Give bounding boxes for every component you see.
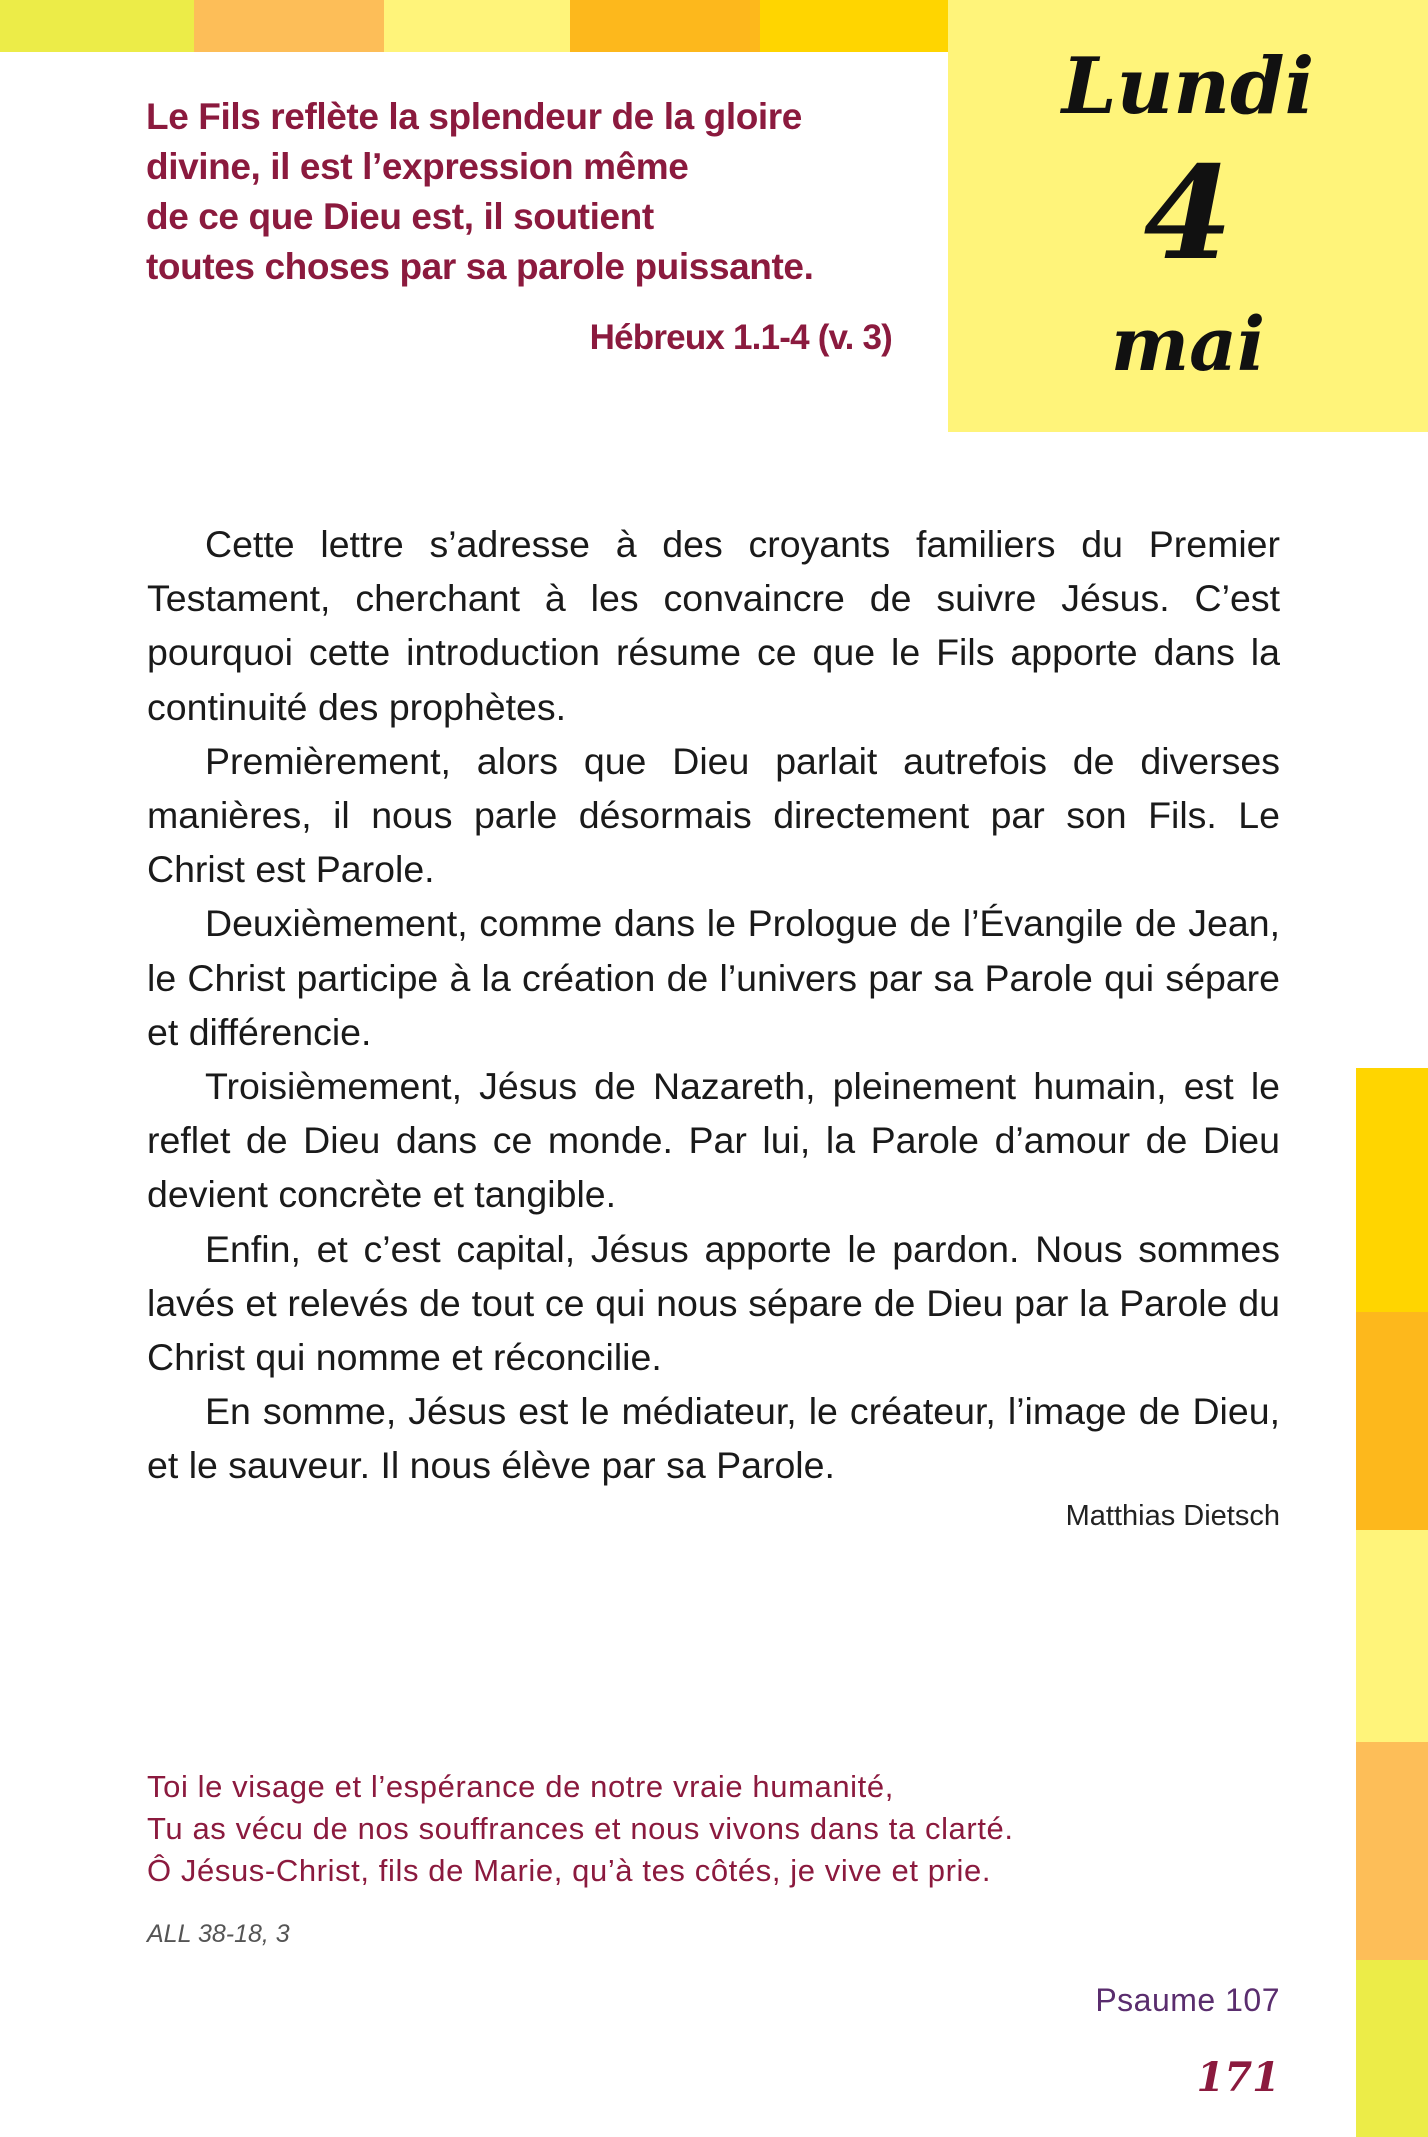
top-color-strip: [0, 0, 948, 52]
side-strip-segment: [1356, 1530, 1428, 1742]
verse-line: de ce que Dieu est, il soutient: [146, 196, 654, 237]
top-strip-segment: [384, 0, 570, 52]
top-strip-segment: [570, 0, 760, 52]
bible-verse: [146, 92, 916, 292]
top-strip-segment: [0, 0, 194, 52]
side-color-strip: [1356, 1068, 1428, 2137]
verse-line: divine, il est l’expression même: [146, 146, 689, 187]
verse-line: Le Fils reflète la splendeur de la gloire: [146, 96, 802, 137]
meditation-text: [147, 517, 1280, 1493]
psalm-reference: Psaume 107: [1095, 1982, 1280, 2018]
side-strip-segment: [1356, 1742, 1428, 1960]
prayer-line: Tu as vécu de nos souffrances et nous vivons dans ta clarté.: [147, 1811, 1014, 1846]
prayer-line: Ô Jésus-Christ, fils de Marie, qu’à tes côtés, je vive et prie.: [147, 1853, 992, 1888]
date-box: [948, 0, 1428, 432]
top-strip-segment: [194, 0, 384, 52]
body-paragraph: Enfin, et c’est capital, Jésus apporte le pardon. Nous sommes lavés et relevés de tout ce qui nous sépare de Dieu par la Parole du Christ qui nomme et réconcilie.: [147, 1227, 1280, 1379]
page-number: 171: [1196, 2054, 1280, 2101]
date-day-number: 4: [1143, 139, 1233, 289]
body-paragraph: Cette lettre s’adresse à des croyants familiers du Premier Testament, cherchant à les convaincre de suivre Jésus. C’est pourquoi cette introduction résume ce que le Fils apporte dans la continuité des prophètes.: [147, 523, 1280, 728]
prayer-line: Toi le visage et l’espérance de notre vraie humanité,: [147, 1769, 894, 1804]
side-strip-segment: [1356, 1960, 1428, 2137]
prayer: [147, 1766, 1014, 1892]
body-paragraph: En somme, Jésus est le médiateur, le créateur, l’image de Dieu, et le sauveur. Il nous élève par sa Parole.: [147, 1390, 1280, 1487]
author-name: Matthias Dietsch: [1065, 1500, 1280, 1532]
verse-line: toutes choses par sa parole puissante.: [146, 246, 814, 287]
top-strip-segment: [760, 0, 948, 52]
prayer-reference: ALL 38-18, 3: [147, 1920, 290, 1948]
body-paragraph: Premièrement, alors que Dieu parlait autrefois de diverses manières, il nous parle désormais directement par son Fils. Le Christ est Parole.: [147, 739, 1280, 891]
date-month: mai: [1110, 302, 1266, 388]
side-strip-segment: [1356, 1068, 1428, 1312]
side-strip-segment: [1356, 1312, 1428, 1530]
body-paragraph: Deuxièmement, comme dans le Prologue de l’Évangile de Jean, le Christ participe à la création de l’univers par sa Parole qui sépare et différencie.: [147, 902, 1280, 1053]
verse-reference: Hébreux 1.1-4 (v. 3): [589, 318, 892, 357]
body-paragraph: Troisièmement, Jésus de Nazareth, pleinement humain, est le reflet de Dieu dans ce monde. Par lui, la Parole d’amour de Dieu devient concrète et tangible.: [147, 1065, 1280, 1216]
date-weekday: Lundi: [1061, 41, 1315, 132]
